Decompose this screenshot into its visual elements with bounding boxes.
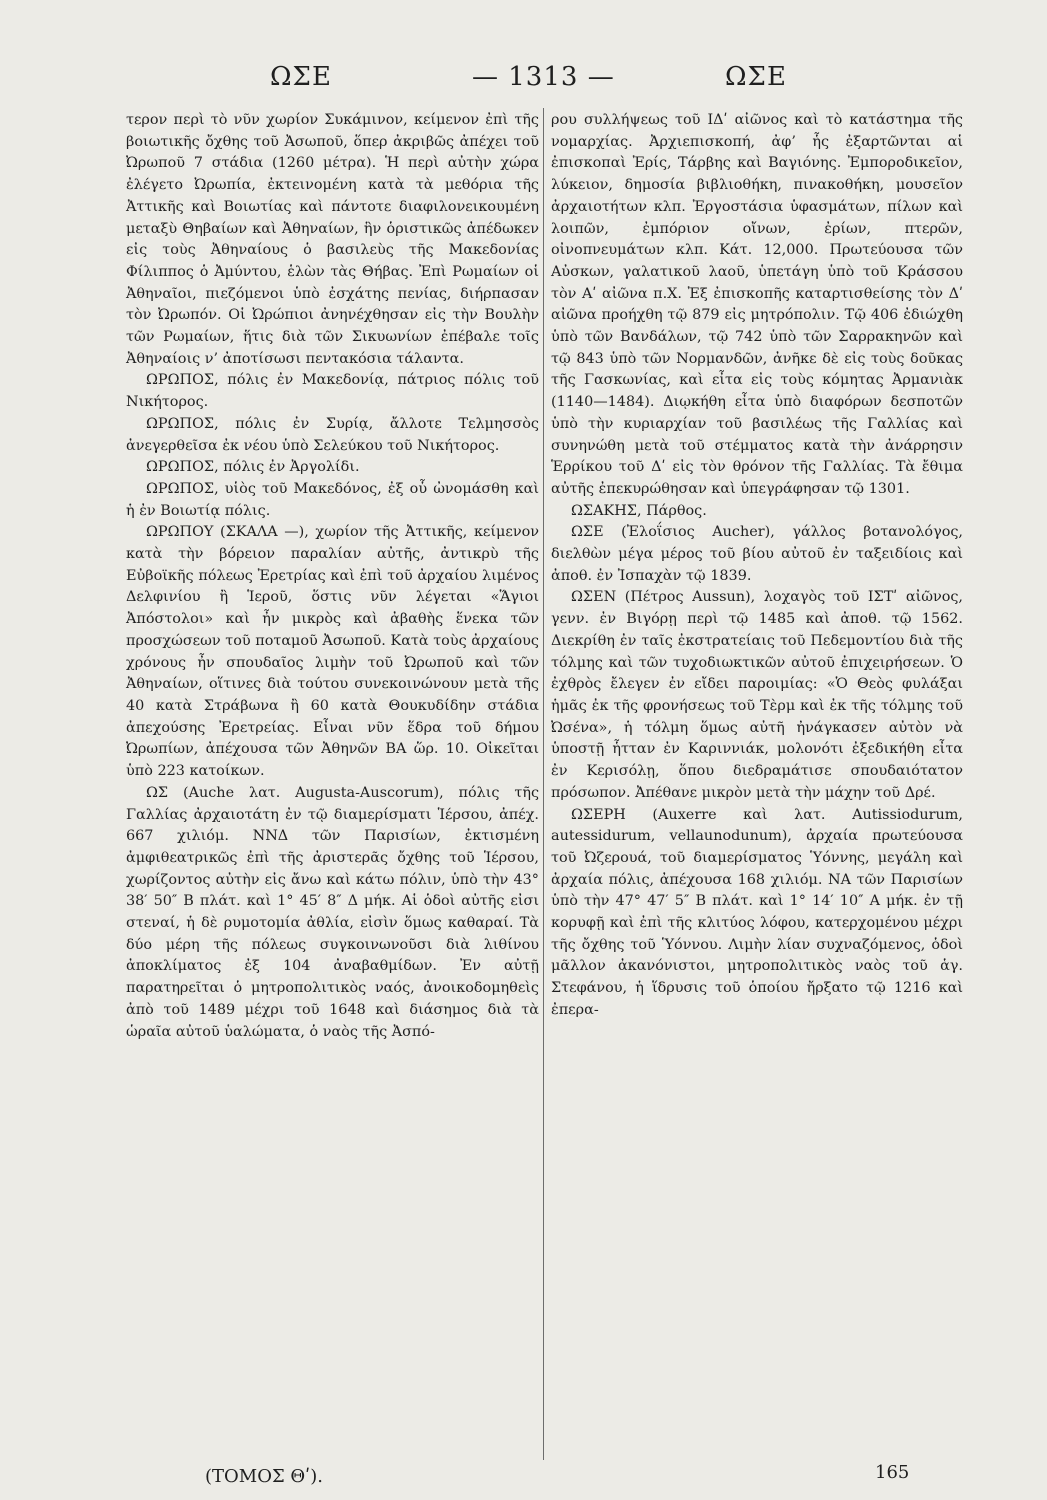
entry-oropos-son: ΩΡΩΠΟΣ, υἱὸς τοῦ Μακεδόνος, ἐξ οὗ ὠνομάσθη καὶ ἡ ἐν Βοιωτίᾳ πόλις.: [126, 480, 539, 519]
column-divider: [543, 108, 544, 1460]
right-running-head: ΩΣΕ: [725, 62, 787, 92]
page-number: — 1313 —: [472, 62, 615, 92]
signature-mark: 165: [875, 1462, 910, 1483]
entry-oropos-macedonia: ΩΡΩΠΟΣ, πόλις ἐν Μακεδονίᾳ, πάτριος πόλις τοῦ Νικήτορος.: [126, 372, 539, 411]
right-column: [551, 110, 963, 1022]
paragraph: ρου συλλήψεως τοῦ ΙΔʹ αἰῶνος καὶ τὸ κατάστημα τῆς νομαρχίας. Ἀρχιεπισκοπή, ἀφ’ ἧς ἐξαρτῶνται αἱ ἐπισκοπαὶ Ἐρίς, Τάρβης καὶ Βαγιόνης. Ἐμποροδικεῖον, λύκειον, δημοσία βιβλιοθήκη, πινακοθήκη, μουσεῖον ἀρχαιοτήτων κλπ. Ἐργοστάσια ὑφασμάτων, πίλων καὶ λοιπῶν, ἐμπόριον οἴνων, ἐρίων, πτερῶν, οἰνοπνευμάτων κλπ. Κάτ. 12,000. Πρωτεύουσα τῶν Αὐσκων, γαλατικοῦ λαοῦ, ὑπετάγη ὑπὸ τοῦ Κράσσου τὸν Αʹ αἰῶνα π.Χ. Ἐξ ἐπισκοπῆς καταρτισθείσης τὸν Δʹ αἰῶνα προήχθη τῷ 879 εἰς μητρόπολιν. Τῷ 406 ἐδιώχθη ὑπὸ τῶν Βανδάλων, τῷ 742 ὑπὸ τῶν Σαρρακηνῶν καὶ τῷ 843 ὑπὸ τῶν Νορμανδῶν, ἀνῆκε δὲ εἰς τοὺς δοῦκας τῆς Γασκωνίας, καὶ εἶτα εἰς τοὺς κόμητας Ἀρμανιὰκ (1140—1484). Διῳκήθη εἶτα ὑπὸ διαφόρων δεσποτῶν ὑπὸ τὴν κυριαρχίαν τοῦ βασιλέως τῆς Γαλλίας καὶ συνηνώθη μετὰ τοῦ στέμματος κατὰ τὴν ἀνάρρησιν Ἑρρίκου τοῦ Δʹ εἰς τὸν θρόνον τῆς Γαλλίας. Τὰ ἔθιμα αὐτῆς ἐπεκυρώθησαν καὶ ὑπεγράφησαν τῷ 1301.: [551, 112, 963, 497]
entry-oropos-syria: ΩΡΩΠΟΣ, πόλις ἐν Συρίᾳ, ἄλλοτε Τελμησσὸς ἀνεγερθεῖσα ἐκ νέου ὑπὸ Σελεύκου τοῦ Νικήτορος.: [126, 415, 539, 454]
entry-ose-aucher: ΩΣΕ (Ἐλοΐσιος Aucher), γάλλος βοτανολόγος, διελθὼν μέγα μέρος τοῦ βίου αὐτοῦ ἐν ταξειδίοις καὶ ἀποθ. ἐν Ἰσπαχὰν τῷ 1839.: [551, 524, 963, 584]
entry-osakis: ΩΣΑΚΗΣ, Πάρθος.: [571, 502, 707, 519]
page-header: [120, 62, 960, 102]
entry-os-auch: ΩΣ (Auche λατ. Augusta-Auscorum), πόλις τῆς Γαλλίας ἀρχαιοτάτη ἐν τῷ διαμερίσματι Ἱέρσου, ἀπέχ. 667 χιλιόμ. ΝΝΔ τῶν Παρισίων, ἐκτισμένη ἀμφιθεατρικῶς ἐπὶ τῆς ἀριστερᾶς ὄχθης τοῦ Ἱέρσου, χωρίζοντος αὐτὴν εἰς ἄνω καὶ κάτω πόλιν, ὑπὸ τὴν 43° 38′ 50″ Β πλάτ. καὶ 1° 45′ 8″ Δ μήκ. Αἱ ὁδοὶ αὐτῆς εἰσι στεναί, ἡ δὲ ρυμοτομία ἀθλία, εἰσὶν ὅμως καθαραί. Τὰ δύο μέρη τῆς πόλεως συγκοινωνοῦσι διὰ λιθίνου ἀποκλίματος ἐξ 104 ἀναβαθμίδων. Ἐν αὐτῇ παρατηρεῖται ὁ μητροπολιτικὸς ναός, ἀνοικοδομηθεὶς ἀπὸ τοῦ 1489 μέχρι τοῦ 1648 καὶ διάσημος διὰ τὰ ὡραῖα αὐτοῦ ὑαλώματα, ὁ ναὸς τῆς Ἀσπό-: [126, 784, 539, 1040]
entry-oseri-auxerre: ΩΣΕΡΗ (Auxerre καὶ λατ. Autissiodurum, autessidurum, vellaunodunum), ἀρχαία πρωτεύουσα τοῦ Ὠζερουά, τοῦ διαμερίσματος Ὑόννης, μεγάλη καὶ ἀρχαία πόλις, ἀπέχουσα 168 χιλιόμ. ΝΑ τῶν Παρισίων ὑπὸ τὴν 47° 47′ 5″ Β πλάτ. καὶ 1° 14′ 10″ Α μήκ. ἐν τῇ κορυφῇ καὶ ἐπὶ τῆς κλιτύος λόφου, κατερχομένου μέχρι τῆς ὄχθης τοῦ Ὑόννου. Λιμὴν λίαν συχναζόμενος, ὁδοὶ μᾶλλον ἀκανόνιστοι, μητροπολιτικὸς ναὸς τοῦ ἁγ. Στεφάνου, ἡ ἵδρυσις τοῦ ὁποίου ἤρξατο τῷ 1216 καὶ ἐπερα-: [551, 806, 963, 1018]
volume-label: (ΤΟΜΟΣ Θʹ).: [205, 1466, 323, 1487]
left-column: [126, 110, 539, 1043]
entry-osen-aussun: ΩΣΕΝ (Πέτρος Aussun), λοχαγὸς τοῦ ΙΣΤʹ αἰῶνος, γενν. ἐν Βιγόρῃ περὶ τῷ 1485 καὶ ἀποθ. τῷ 1562. Διεκρίθη ἐν ταῖς ἐκστρατείαις τοῦ Πεδεμοντίου διὰ τῆς τόλμης καὶ τῶν τυχοδιωκτικῶν αὐτοῦ ἐπιχειρήσεων. Ὁ ἐχθρὸς ἔλεγεν ἐν εἴδει παροιμίας: «Ὁ Θεὸς φυλάξαι ἡμᾶς ἐκ τῆς φρονήσεως τοῦ Τὲρμ καὶ ἐκ τῆς τόλμης τοῦ Ὠσένα», ἡ τόλμη ὅμως αὐτῆ ἠνάγκασεν αὐτὸν νὰ ὑποστῇ ἧτταν ἐν Καριννιάκ, μολονότι ἐξεδικήθη εἶτα ἐν Κερισόλῃ, ὅπου διεδραμάτισε σπουδαιότατον πρόσωπον. Ἀπέθανε μικρὸν μετὰ τὴν μάχην τοῦ Δρέ.: [551, 589, 963, 801]
left-running-head: ΩΣΕ: [270, 62, 332, 92]
paragraph: τερον περὶ τὸ νῦν χωρίον Συκάμινον, κείμενον ἐπὶ τῆς βοιωτικῆς ὄχθης τοῦ Ἀσωποῦ, ὅπερ ἀκριβῶς ἀπέχει τοῦ Ὠρωποῦ 7 στάδια (1260 μέτρα). Ἡ περὶ αὐτὴν χώρα ἐλέγετο Ὠρωπία, ἐκτεινομένη κατὰ τὰ μεθόρια τῆς Ἀττικῆς καὶ Βοιωτίας καὶ πάντοτε διαφιλονεικουμένη μεταξὺ Θηβαίων καὶ Ἀθηναίων, ἣν ὁριστικῶς ἀπέδωκεν εἰς τοὺς Ἀθηναίους ὁ βασιλεὺς τῆς Μακεδονίας Φίλιππος ὁ Ἀμύντου, ἑλὼν τὰς Θήβας. Ἐπὶ Ρωμαίων οἱ Ἀθηναῖοι, πιεζόμενοι ὑπὸ ἐσχάτης πενίας, διήρπασαν τὸν Ὠρωπόν. Οἱ Ὠρώπιοι ἀνηνέχθησαν εἰς τὴν Βουλὴν τῶν Ρωμαίων, ἥτις διὰ τῶν Σικυωνίων ἐπέβαλε τοῖς Ἀθηναίοις ν’ ἀποτίσωσι πεντακόσια τάλαντα.: [126, 112, 539, 367]
entry-oropos-argolis: ΩΡΩΠΟΣ, πόλις ἐν Ἀργολίδι.: [146, 459, 360, 476]
entry-skala-oropou: ΩΡΩΠΟΥ (ΣΚΑΛΑ —), χωρίον τῆς Ἀττικῆς, κείμενον κατὰ τὴν βόρειον παραλίαν αὐτῆς, ἀντικρὺ τῆς Εὐβοϊκῆς πόλεως Ἐρετρίας καὶ ἐπὶ τοῦ ἀρχαίου λιμένος Δελφινίου ἢ Ἱεροῦ, ὅστις νῦν λέγεται «Ἅγιοι Ἀπόστολοι» καὶ ἦν μικρὸς καὶ ἀβαθὴς ἕνεκα τῶν προσχώσεων τοῦ ποταμοῦ Ἀσωποῦ. Κατὰ τοὺς ἀρχαίους χρόνους ἦν σπουδαῖος λιμὴν τοῦ Ὠρωποῦ καὶ τῶν Ἀθηναίων, οἵτινες διὰ τούτου συνεκοινώνουν μετὰ τῆς 40 κατὰ Στράβωνα ἢ 60 κατὰ Θουκυδίδην στάδια ἀπεχούσης Ἐρετρείας. Εἶναι νῦν ἕδρα τοῦ δήμου Ὠρωπίων, ἀπέχουσα τῶν Ἀθηνῶν ΒΑ ὥρ. 10. Οἰκεῖται ὑπὸ 223 κατοίκων.: [126, 524, 539, 780]
